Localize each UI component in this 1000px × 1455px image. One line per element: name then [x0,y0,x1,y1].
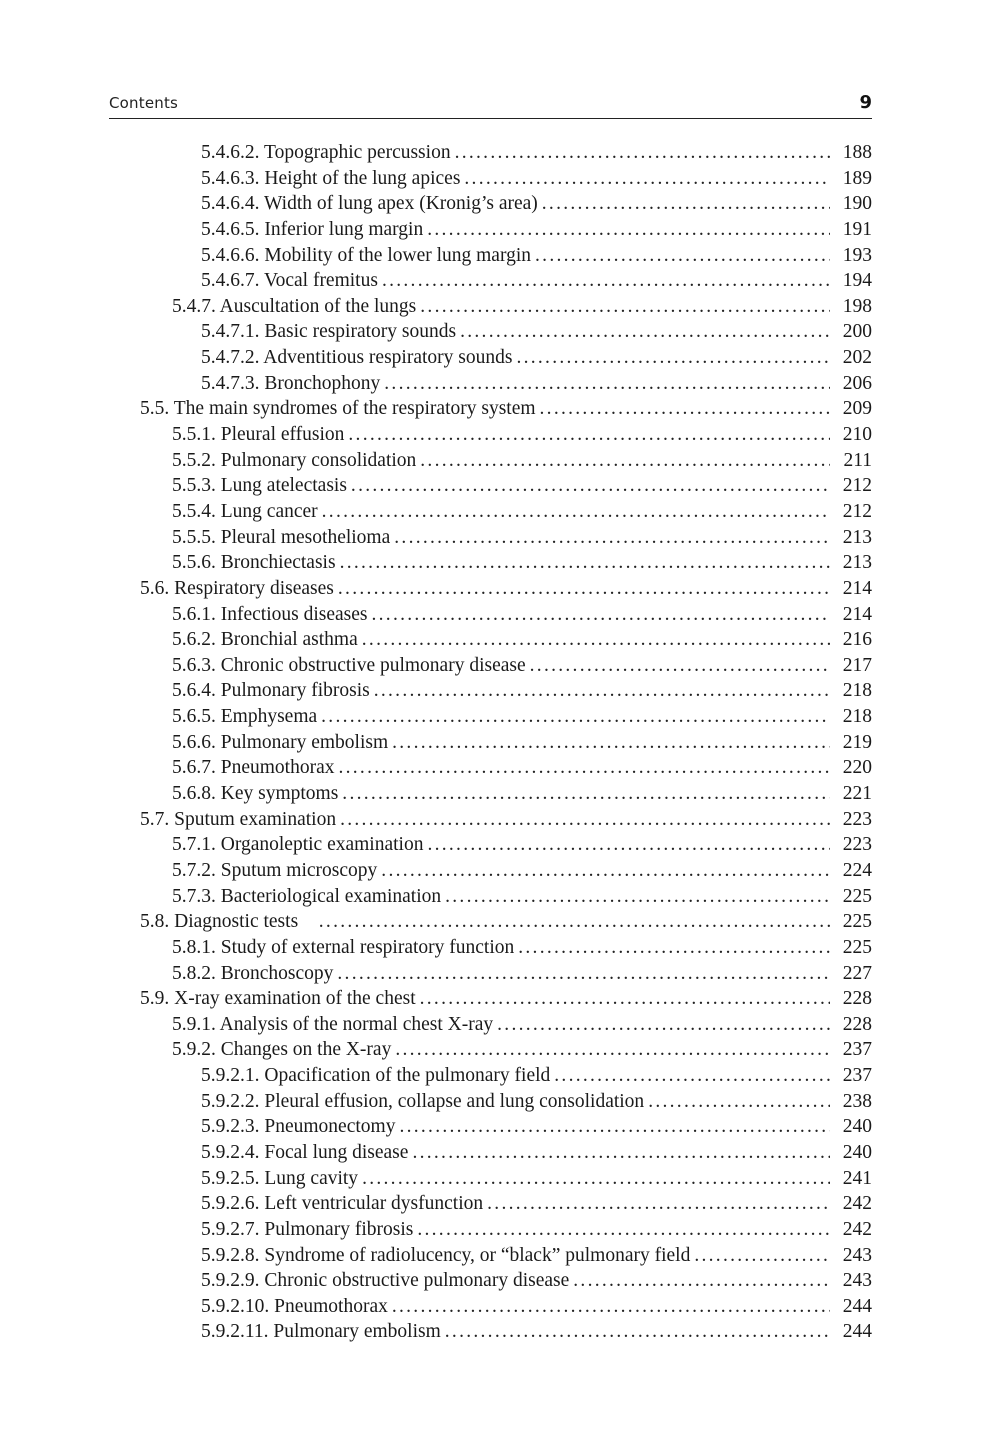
toc-entry-title: 5.6.1. Infectious diseases [172,603,368,625]
dot-leader [445,884,830,910]
toc-entry-title: 5.8. Diagnostic tests [140,911,299,933]
toc-entry-title: 5.6.6. Pulmonary embolism [172,731,389,753]
dot-leader [399,1114,830,1140]
toc-entry-title: 5.6.7. Pneumothorax [172,757,335,779]
toc-entry[interactable] [0,730,1000,756]
dot-leader [351,473,830,499]
toc-entry-title: 5.5.4. Lung cancer [172,500,318,522]
dot-leader [374,678,830,704]
toc-entry-title: 5.5.3. Lung atelectasis [172,475,347,497]
toc-entry-page: 218 [842,680,872,702]
toc-entry[interactable] [0,448,1000,474]
toc-entry[interactable] [0,1114,1000,1140]
toc-entry-page: 224 [842,859,872,881]
toc-entry[interactable] [0,576,1000,602]
toc-entry[interactable] [0,961,1000,987]
dot-leader [497,1012,830,1038]
toc-entry-page: 216 [842,629,872,651]
toc-entry-title: 5.5.1. Pleural effusion [172,424,345,446]
dot-leader [540,396,830,422]
toc-entry-page: 198 [842,295,872,317]
toc-entry-page: 188 [842,142,872,163]
toc-entry-title: 5.4.6.7. Vocal fremitus [201,270,378,292]
toc-entry[interactable] [0,422,1000,448]
toc-entry[interactable] [0,704,1000,730]
toc-entry-page: 202 [842,347,872,369]
dot-leader [420,986,830,1012]
toc-entry-title: 5.9.2.4. Focal lung disease [201,1141,409,1163]
toc-entry-title: 5.5.2. Pulmonary consolidation [172,449,417,471]
toc-entry-page: 237 [842,1039,872,1061]
toc-entry-page: 213 [842,552,872,574]
toc-entry-page: 193 [842,244,872,266]
toc-entry[interactable] [0,986,1000,1012]
toc-entry-title: 5.6.4. Pulmonary fibrosis [172,680,370,702]
toc-entry[interactable] [0,371,1000,397]
toc-entry-page: 238 [842,1090,872,1112]
toc-entry-page: 219 [842,731,872,753]
toc-entry[interactable] [0,858,1000,884]
dot-leader [417,1217,830,1243]
toc-entry-page: 191 [842,218,872,240]
toc-entry-page: 206 [842,372,872,394]
toc-entry-title: 5.5.5. Pleural mesothelioma [172,526,391,548]
toc-entry-page: 209 [842,398,872,420]
page-header [109,92,872,119]
toc-entry-page: 225 [842,936,872,958]
toc-entry-page: 221 [842,783,872,805]
toc-entry[interactable] [0,1243,1000,1269]
dot-leader [420,294,830,320]
dot-leader [542,191,830,217]
toc-entry[interactable] [0,935,1000,961]
toc-entry[interactable] [0,1319,1000,1345]
dot-leader [382,268,830,294]
toc-entry-page: 212 [842,475,872,497]
dot-leader [530,653,830,679]
toc-entry[interactable] [0,1140,1000,1166]
toc-entry-title: 5.6.8. Key symptoms [172,783,339,805]
dot-leader [445,1319,830,1345]
toc-entry[interactable] [0,525,1000,551]
toc-entry-title: 5.6.3. Chronic obstructive pulmonary disease [172,654,526,676]
toc-entry-title: 5.9.2.7. Pulmonary fibrosis [201,1218,414,1240]
toc-entry-page: 211 [843,449,872,471]
toc-entry[interactable] [0,345,1000,371]
dot-leader [322,499,830,525]
toc-entry[interactable] [0,832,1000,858]
toc-entry[interactable] [0,243,1000,269]
toc-entry[interactable] [0,268,1000,294]
toc-entry-title: 5.9. X-ray examination of the chest [140,988,416,1010]
dot-leader [694,1243,830,1269]
dot-leader [394,525,830,551]
dot-leader [321,704,830,730]
dot-leader [342,781,830,807]
toc-entry-page: 190 [842,193,872,215]
toc-entry-title: 5.9.2.3. Pneumonectomy [201,1116,396,1138]
dot-leader [518,935,830,961]
toc-entry-title: 5.4.6.3. Height of the lung apices [201,167,461,189]
toc-entry-page: 212 [842,500,872,522]
dot-leader [392,730,830,756]
dot-leader [427,832,830,858]
toc-entry[interactable] [0,678,1000,704]
toc-entry[interactable] [0,1012,1000,1038]
toc-entry-page: 223 [842,834,872,856]
toc-entry-page: 189 [842,167,872,189]
toc-entry[interactable] [0,602,1000,628]
toc-entry-page: 214 [842,603,872,625]
dot-leader [395,1037,830,1063]
toc-entry-page: 228 [842,988,872,1010]
toc-entry-title: 5.4.7.1. Basic respiratory sounds [201,321,457,343]
toc-entry[interactable] [0,191,1000,217]
toc-entry[interactable] [0,140,1000,166]
toc-entry[interactable] [0,1166,1000,1192]
toc-entry-title: 5.9.1. Analysis of the normal chest X-ray [172,1013,494,1035]
running-head: Contents [109,94,179,112]
toc-entry[interactable] [0,1191,1000,1217]
toc-entry[interactable] [0,1063,1000,1089]
toc-entry-page: 217 [842,654,872,676]
toc-entry-title: 5.9.2.5. Lung cavity [201,1167,359,1189]
dot-leader [535,243,830,269]
toc-entry-page: 244 [842,1295,872,1317]
toc-entry-title: 5.7.1. Organoleptic examination [172,834,424,856]
toc-entry-title: 5.4.7.3. Bronchophony [201,372,381,394]
dot-leader [384,371,830,397]
toc-entry-page: 237 [842,1065,872,1087]
toc-entry[interactable] [0,294,1000,320]
toc-entry-title: 5.9.2.1. Opacification of the pulmonary field [201,1065,551,1087]
toc-entry-page: 240 [842,1141,872,1163]
toc-entry[interactable] [0,473,1000,499]
toc-entry[interactable] [0,1089,1000,1115]
toc-entry-page: 240 [842,1116,872,1138]
toc-entry[interactable] [0,166,1000,192]
dot-leader [362,1166,830,1192]
toc-entry-page: 244 [842,1321,872,1343]
toc-entry[interactable] [0,217,1000,243]
toc-entry-page: 241 [842,1167,872,1189]
toc-entry[interactable] [0,909,1000,935]
toc-entry[interactable] [0,319,1000,345]
toc-entry[interactable] [0,1037,1000,1063]
table-of-contents [0,140,1000,1345]
dot-leader [362,627,830,653]
toc-entry-title: 5.7.2. Sputum microscopy [172,859,378,881]
toc-entry-title: 5.5. The main syndromes of the respiratory system [140,398,536,420]
toc-entry[interactable] [0,396,1000,422]
dot-leader [392,1294,830,1320]
toc-entry-title: 5.9.2.9. Chronic obstructive pulmonary disease [201,1270,570,1292]
dot-leader [348,422,830,448]
dot-leader [337,961,830,987]
dot-leader [338,755,830,781]
toc-entry[interactable] [0,627,1000,653]
toc-entry-title: 5.4.6.4. Width of lung apex (Kronig’s area) [201,193,538,215]
toc-entry-page: 243 [842,1270,872,1292]
toc-entry[interactable] [0,884,1000,910]
toc-entry-title: 5.9.2. Changes on the X-ray [172,1039,392,1061]
dot-leader [412,1140,830,1166]
toc-entry-page: 242 [842,1218,872,1240]
toc-entry-page: 220 [842,757,872,779]
dot-leader [340,807,830,833]
toc-entry-page: 214 [842,577,872,599]
toc-entry[interactable] [0,781,1000,807]
toc-entry-page: 225 [842,885,872,907]
toc-entry[interactable] [0,653,1000,679]
page-number: 9 [859,92,872,113]
dot-leader [372,602,831,628]
toc-entry-title: 5.8.2. Bronchoscopy [172,962,334,984]
dot-leader [427,217,830,243]
dot-leader [573,1268,830,1294]
toc-entry[interactable] [0,499,1000,525]
toc-entry-title: 5.8.1. Study of external respiratory function [172,936,515,958]
toc-entry-title: 5.4.7. Auscultation of the lungs [172,295,417,317]
dot-leader [455,140,830,166]
toc-entry-title: 5.9.2.8. Syndrome of radiolucency, or “black” pulmonary field [201,1244,691,1266]
toc-entry-title: 5.7.3. Bacteriological examination [172,885,442,907]
dot-leader [420,448,830,474]
dot-leader [464,166,830,192]
toc-entry-page: 227 [842,962,872,984]
toc-entry-page: 228 [842,1013,872,1035]
toc-entry[interactable] [0,1268,1000,1294]
toc-entry[interactable] [0,550,1000,576]
toc-entry-title: 5.7. Sputum examination [140,808,337,830]
dot-leader [460,319,830,345]
toc-entry[interactable] [0,807,1000,833]
toc-entry-title: 5.5.6. Bronchiectasis [172,552,336,574]
dot-leader [516,345,830,371]
toc-entry-title: 5.6.2. Bronchial asthma [172,629,358,651]
toc-entry-page: 218 [842,706,872,728]
toc-entry-page: 242 [842,1193,872,1215]
toc-entry-title: 5.9.2.10. Pneumothorax [201,1295,388,1317]
toc-entry-title: 5.9.2.11. Pulmonary embolism [201,1321,441,1343]
toc-entry[interactable] [0,1217,1000,1243]
toc-entry-title: 5.9.2.2. Pleural effusion, collapse and lung consolidation [201,1090,645,1112]
toc-entry-title: 5.4.7.2. Adventitious respiratory sounds [201,347,513,369]
toc-entry-title: 5.4.6.2. Topographic percussion [201,142,451,163]
toc-entry-page: 213 [842,526,872,548]
toc-entry-page: 225 [842,911,872,933]
toc-entry-title: 5.9.2.6. Left ventricular dysfunction [201,1193,484,1215]
dot-leader [338,576,830,602]
toc-entry-title: 5.6.5. Emphysema [172,706,318,728]
toc-entry-title: 5.4.6.6. Mobility of the lower lung margin [201,244,532,266]
dot-leader [648,1089,830,1115]
toc-entry[interactable] [0,755,1000,781]
toc-entry-page: 200 [842,321,872,343]
dot-leader [554,1063,830,1089]
dot-leader [340,550,830,576]
dot-leader [487,1191,830,1217]
toc-entry-page: 210 [842,424,872,446]
toc-entry-page: 243 [842,1244,872,1266]
dot-leader [302,909,830,935]
toc-entry-title: 5.6. Respiratory diseases [140,577,334,599]
toc-entry[interactable] [0,1294,1000,1320]
toc-entry-page: 223 [842,808,872,830]
toc-entry-page: 194 [842,270,872,292]
toc-entry-title: 5.4.6.5. Inferior lung margin [201,218,424,240]
dot-leader [381,858,830,884]
